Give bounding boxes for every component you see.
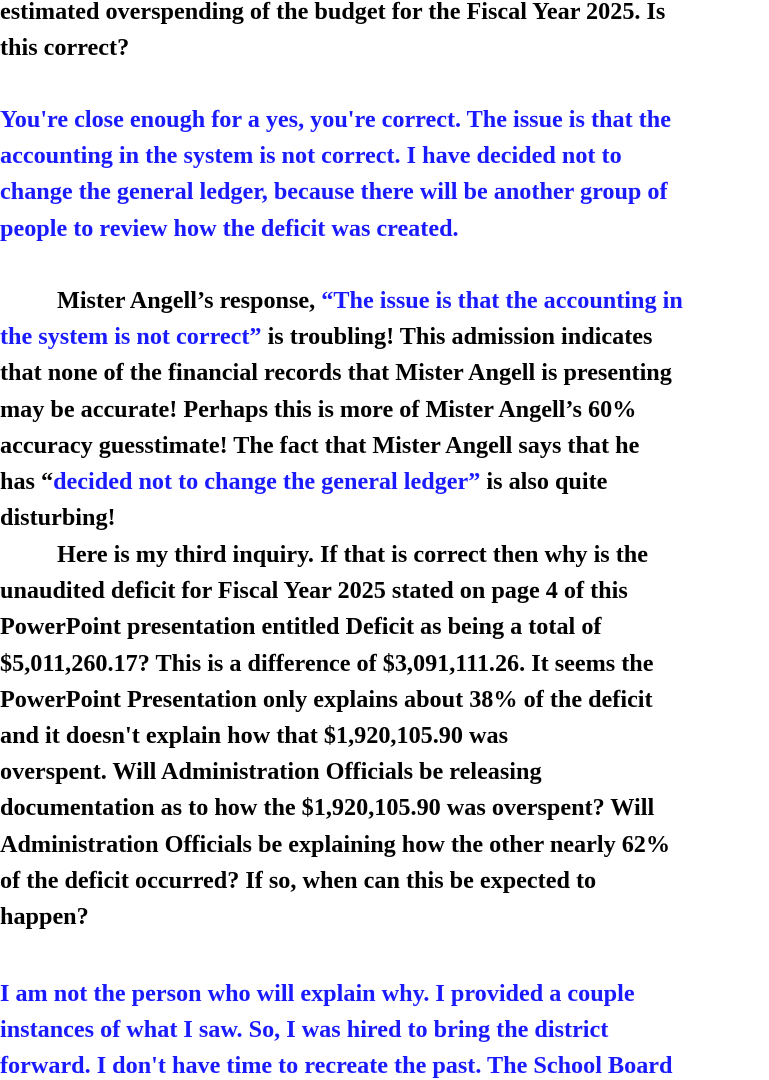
text-line: You're close enough for a yes, you're correct. The issue is that the — [0, 106, 671, 133]
quote-run: the system is not correct” — [0, 323, 262, 351]
text-line: accounting in the system is not correct. I have decided not to — [0, 142, 622, 170]
text-line — [0, 464, 769, 500]
text-line: change the general ledger, because there will be another group of — [0, 178, 668, 206]
text-line: may be accurate! Perhaps this is more of Mister Angell’s 60% — [0, 395, 637, 423]
text-line: happen? — [0, 902, 89, 930]
text-line: PowerPoint Presentation only explains about 38% of the deficit — [0, 685, 653, 713]
text-line: disturbing! — [0, 504, 116, 532]
answer-2 — [0, 976, 769, 1080]
text-line: of the deficit occurred? If so, when can this be expected to — [0, 866, 597, 894]
text-line: Administration Officials be explaining how the other nearly 62% — [0, 830, 671, 858]
text-run: has “ — [0, 467, 54, 495]
text-line: that none of the financial records that Mister Angell is presenting — [0, 359, 672, 387]
text-line: unaudited deficit for Fiscal Year 2025 stated on page 4 of this — [0, 577, 628, 605]
text-line: instances of what I saw. So, I was hired to bring the district — [0, 1016, 609, 1044]
text-line: I am not the person who will explain why. I provided a couple — [0, 980, 635, 1007]
text-line — [0, 283, 769, 319]
text-run: is also quite — [480, 467, 608, 495]
text-line: forward. I don't have time to recreate the past. The School Board — [0, 1052, 673, 1080]
quote-run: decided not to change the general ledger” — [53, 467, 481, 495]
text-line: Here is my third inquiry. If that is correct then why is the — [57, 541, 648, 568]
text-line: PowerPoint presentation entitled Deficit as being a total of — [0, 613, 602, 641]
text-line: people to review how the deficit was created. — [0, 214, 459, 242]
text-run: is troubling! This admission indicates — [261, 323, 653, 351]
text-line: overspent. Will Administration Officials be releasing — [0, 758, 542, 786]
text-line: estimated overspending of the budget for the Fiscal Year 2025. Is — [0, 0, 666, 25]
text-line: and it doesn't explain how that $1,920,105.90 was — [0, 721, 509, 749]
text-line: accuracy guesstimate! The fact that Mister Angell says that he — [0, 431, 640, 459]
text-line: $5,011,260.17? This is a difference of $3,091,111.26. It seems the — [0, 649, 654, 677]
quote-run: “The issue is that the accounting in — [321, 287, 683, 314]
text-line — [0, 319, 769, 355]
question-tail — [0, 0, 769, 66]
paragraph-1 — [0, 283, 769, 536]
answer-1 — [0, 102, 769, 247]
text-line: documentation as to how the $1,920,105.90 was overspent? Will — [0, 794, 655, 822]
text-line: this correct? — [0, 34, 130, 62]
paragraph-2 — [0, 537, 769, 935]
text-run: Mister Angell’s response, — [57, 287, 322, 314]
